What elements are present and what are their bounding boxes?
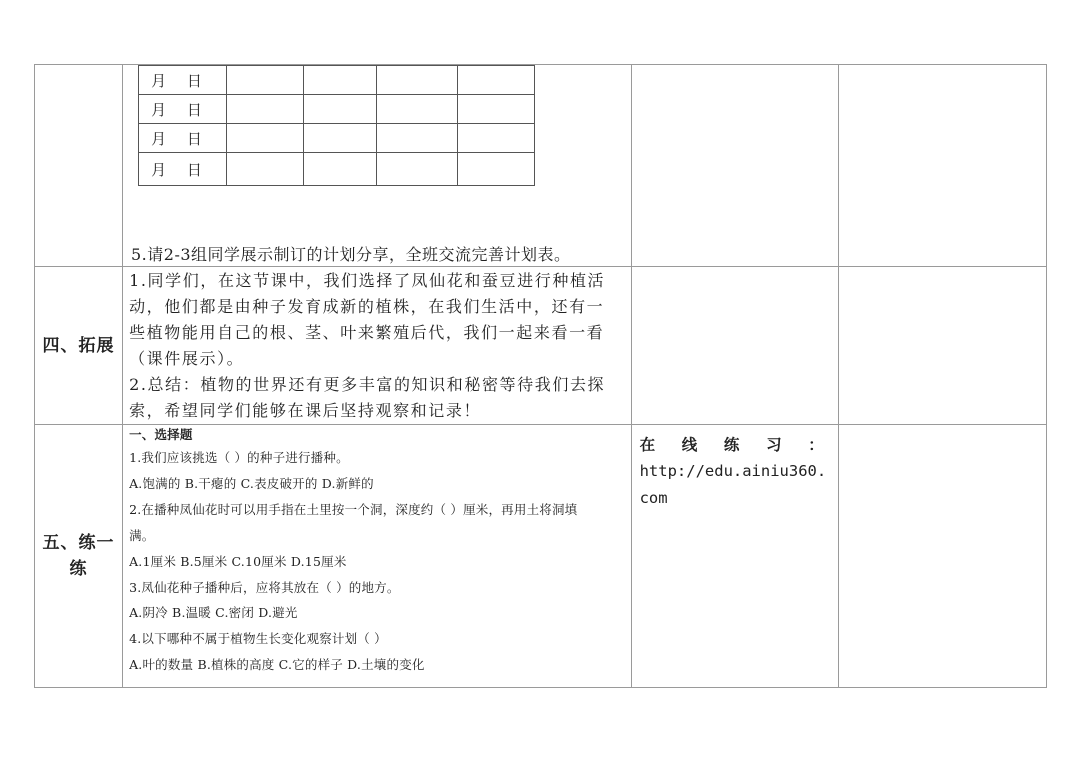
quiz-line: A.叶的数量 B.植株的高度 C.它的样子 D.土壤的变化: [129, 657, 425, 673]
title-char: 线: [681, 435, 698, 454]
share-instruction: 5.请2-3组同学展示制订的计划分享，全班交流完善计划表。: [131, 245, 571, 264]
log-cell: [377, 95, 458, 124]
section-label-practice: [35, 425, 123, 688]
lesson-row-practice: [35, 425, 1047, 688]
log-cell: [458, 95, 535, 124]
quiz-line: A.阴冷 B.温暖 C.密闭 D.避光: [129, 605, 298, 621]
title-char: 在: [639, 435, 656, 454]
lesson-row-extension: [35, 267, 1047, 425]
table-row: [139, 95, 535, 124]
quiz-line: 2.在播种凤仙花时可以用手指在土里按一个洞，深度约（ ）厘米，再用土将洞填: [129, 501, 578, 517]
log-cell: [458, 124, 535, 153]
log-cell: [227, 66, 304, 95]
date-cell: 月 日: [139, 153, 227, 186]
date-cell: 月 日: [139, 124, 227, 153]
log-cell: [227, 153, 304, 186]
text-line: 动，他们都是由种子发育成新的植株，在我们生活中，还有一: [129, 297, 605, 316]
label-line: 五、练一: [42, 533, 115, 553]
empty-cell: [631, 65, 838, 267]
quiz-line: A.1厘米 B.5厘米 C.10厘米 D.15厘米: [129, 553, 347, 569]
log-cell: [458, 66, 535, 95]
observation-log-table: [138, 65, 535, 186]
empty-cell: [838, 267, 1046, 425]
log-cell: [304, 153, 377, 186]
quiz-text: [123, 425, 631, 678]
lesson-row-planning: [35, 65, 1047, 267]
quiz-content-cell: [123, 425, 632, 688]
quiz-line: 4.以下哪种不属于植物生长变化观察计划（ ）: [129, 631, 387, 647]
label-line: 练: [69, 559, 88, 579]
table-row: [139, 66, 535, 95]
online-practice-url[interactable]: http://edu.ainiu360.com: [639, 462, 827, 507]
planning-content-cell: [123, 65, 632, 267]
log-cell: [377, 66, 458, 95]
log-cell: [227, 95, 304, 124]
extension-content-cell: [123, 267, 632, 425]
log-cell: [304, 66, 377, 95]
text-line: 索，希望同学们能够在课后坚持观察和记录！: [129, 401, 482, 420]
title-char: ：: [808, 435, 824, 454]
title-char: 习: [766, 435, 782, 454]
quiz-line: 满。: [129, 527, 155, 543]
section-label-extension: 四、拓展: [35, 267, 123, 425]
section-label-cell-empty: [35, 65, 123, 267]
quiz-line: 3.凤仙花种子播种后，应将其放在（ ）的地方。: [129, 579, 400, 595]
text-line: 2.总结：植物的世界还有更多丰富的知识和秘密等待我们去探: [129, 375, 606, 394]
quiz-line: A.饱满的 B.干瘪的 C.表皮破开的 D.新鲜的: [129, 475, 374, 491]
date-cell: 月 日: [139, 95, 227, 124]
empty-cell: [631, 267, 838, 425]
empty-cell: [838, 425, 1046, 688]
log-cell: [377, 153, 458, 186]
table-row: [139, 153, 535, 186]
text-line: 些植物能用自己的根、茎、叶来繁殖后代，我们一起来看一看: [129, 323, 605, 342]
log-cell: [304, 95, 377, 124]
online-practice: [632, 425, 838, 512]
log-cell: [377, 124, 458, 153]
log-cell: [458, 153, 535, 186]
title-char: 练: [723, 435, 740, 454]
empty-cell: [838, 65, 1046, 267]
extension-text: [123, 267, 631, 424]
quiz-heading: 一、选择题: [129, 427, 193, 442]
text-line: 1.同学们，在这节课中，我们选择了凤仙花和蚕豆进行种植活: [129, 271, 606, 290]
log-cell: [304, 124, 377, 153]
quiz-line: 1.我们应该挑选（ ）的种子进行播种。: [129, 450, 349, 465]
log-cell: [227, 124, 304, 153]
text-line: （课件展示）。: [129, 349, 245, 368]
table-row: [139, 124, 535, 153]
date-cell: 月 日: [139, 66, 227, 95]
online-practice-cell: [631, 425, 838, 688]
lesson-plan-table: [34, 64, 1047, 688]
online-practice-title: [640, 431, 830, 458]
